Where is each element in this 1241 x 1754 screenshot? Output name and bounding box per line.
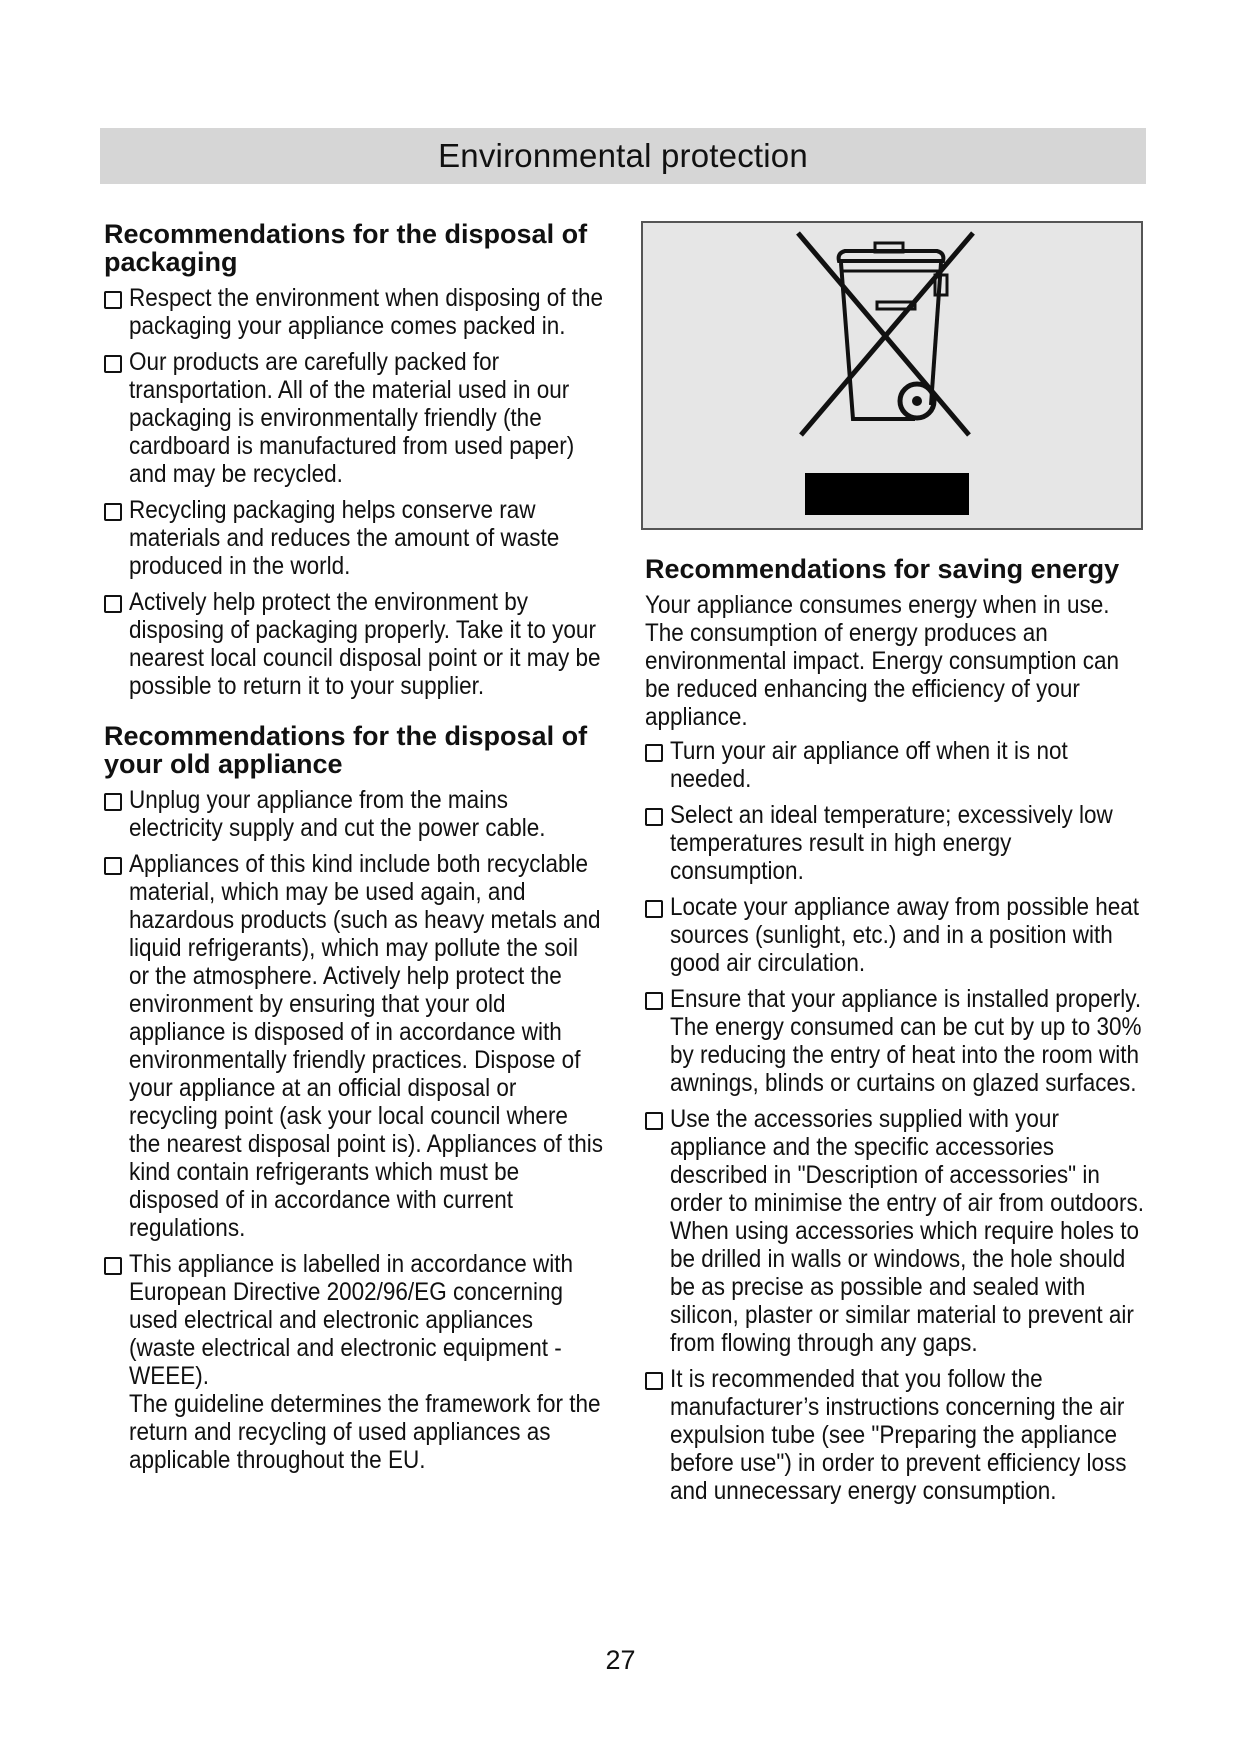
- checkbox-bullet-icon: [104, 503, 122, 521]
- list-item: Respect the environment when disposing of the packaging your appliance comes packed in.: [104, 284, 604, 340]
- checkbox-bullet-icon: [645, 992, 663, 1010]
- checkbox-bullet-icon: [645, 808, 663, 826]
- left-column: [104, 220, 604, 1496]
- page-title: Environmental protection: [438, 137, 808, 174]
- list-item: Appliances of this kind include both recyclable material, which may be used again, and hazardous products (such as heavy metals and liquid refrigerants), which may pollute the soil or the atmosphere. Actively help protect the environment by ensuring that your old appliance is disposed of in accordance with environmentally friendly practices. Dispose of your appliance at an official disposal or recycling point (ask your local council where the nearest disposal point is). Appliances of this kind contain refrigerants which must be disposed of in accordance with current regulations.: [104, 850, 604, 1242]
- list-item: Recycling packaging helps conserve raw materials and reduces the amount of waste produced in the world.: [104, 496, 604, 580]
- list-item: Use the accessories supplied with your appliance and the specific accessories described in "Description of accessories" in order to minimise the entry of air from outdoors. When using accessories which require holes to be drilled in walls or windows, the hole should be as precise as possible and sealed with silicon, plaster or similar material to prevent air from flowing through any gaps.: [645, 1105, 1147, 1357]
- list-item-continuation: The guideline determines the framework for the return and recycling of used appliances as applicable throughout the EU.: [129, 1390, 601, 1474]
- checkbox-bullet-icon: [104, 595, 122, 613]
- list-item: Select an ideal temperature; excessively low temperatures result in high energy consumption.: [645, 801, 1147, 885]
- checkbox-bullet-icon: [645, 1112, 663, 1130]
- checkbox-bullet-icon: [645, 1372, 663, 1390]
- packaging-list: [104, 284, 604, 700]
- energy-heading: Recommendations for saving energy: [645, 554, 1120, 584]
- list-item: Unplug your appliance from the mains electricity supply and cut the power cable.: [104, 786, 604, 842]
- packaging-section: [104, 220, 604, 700]
- old-appliance-section: [104, 722, 604, 1474]
- energy-list: [645, 737, 1147, 1505]
- list-item: Ensure that your appliance is installed properly. The energy consumed can be cut by up to 30% by reducing the entry of heat into the room with awnings, blinds or curtains on glazed surfaces.: [645, 985, 1147, 1097]
- weee-symbol-figure: [641, 221, 1143, 530]
- list-item: This appliance is labelled in accordance with European Directive 2002/96/EG concerning used electrical and electronic appliances (waste electrical and electronic equipment - WEEE).: [104, 1250, 604, 1390]
- checkbox-bullet-icon: [645, 900, 663, 918]
- page-number: 27: [605, 1645, 636, 1675]
- checkbox-bullet-icon: [645, 744, 663, 762]
- list-item: Locate your appliance away from possible heat sources (sunlight, etc.) and in a position with good air circulation.: [645, 893, 1147, 977]
- list-item: Actively help protect the environment by disposing of packaging properly. Take it to your nearest local council disposal point or it may be possible to return it to your supplier.: [104, 588, 604, 700]
- old-appliance-heading: Recommendations for the disposal of your old appliance: [104, 721, 588, 779]
- list-item: It is recommended that you follow the manufacturer’s instructions concerning the air expulsion tube (see "Preparing the appliance before use") in order to prevent efficiency loss and unnecessary energy consumption.: [645, 1365, 1147, 1505]
- checkbox-bullet-icon: [104, 1257, 122, 1275]
- checkbox-bullet-icon: [104, 857, 122, 875]
- list-item: Turn your air appliance off when it is not needed.: [645, 737, 1147, 793]
- energy-intro: Your appliance consumes energy when in use. The consumption of energy produces an environmental impact. Energy consumption can be reduced enhancing the efficiency of your appliance.: [645, 591, 1120, 731]
- checkbox-bullet-icon: [104, 291, 122, 309]
- checkbox-bullet-icon: [104, 355, 122, 373]
- page-header-bar: [100, 128, 1146, 184]
- right-column: [645, 555, 1147, 1527]
- old-appliance-list: [104, 786, 604, 1474]
- list-item: Our products are carefully packed for transportation. All of the material used in our packaging is environmentally friendly (the cardboard is manufactured from used paper) and may be recycled.: [104, 348, 604, 488]
- packaging-heading: Recommendations for the disposal of packaging: [104, 219, 588, 277]
- checkbox-bullet-icon: [104, 793, 122, 811]
- crossed-out-wheelie-bin-icon: [643, 223, 1141, 528]
- energy-section: [645, 555, 1147, 1505]
